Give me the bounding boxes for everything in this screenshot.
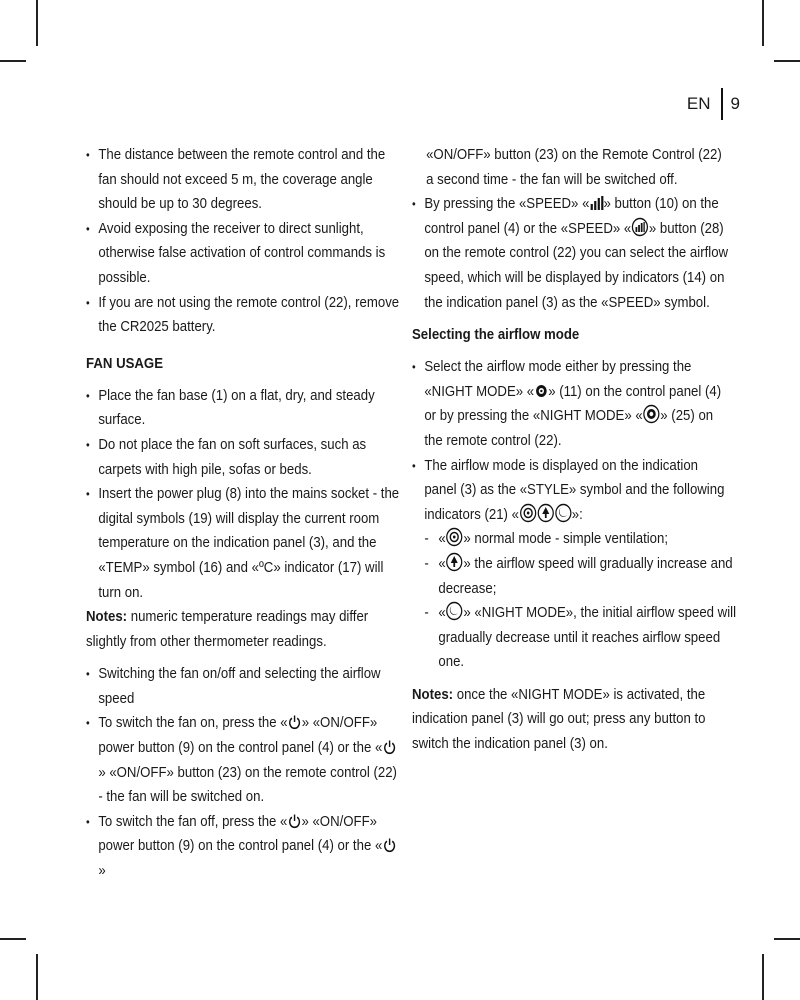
crop-mark	[36, 954, 38, 1000]
list-item: - « » «NIGHT MODE», the initial airflow speed will gradually decrease until it reaches airflow speed one.	[412, 601, 744, 675]
normal-mode-icon	[519, 503, 537, 523]
notes-text: numeric temperature readings may differ slightly from other thermometer readings.	[86, 608, 369, 650]
crop-mark	[36, 0, 38, 46]
night-mode-icon	[534, 383, 548, 399]
crop-mark	[774, 938, 800, 940]
notes-label: Notes:	[412, 685, 454, 703]
list-item: • Place the fan base (1) on a flat, dry, and steady surface.	[86, 384, 400, 433]
natural-mode-icon	[537, 503, 555, 523]
notes-paragraph	[86, 605, 388, 654]
crop-mark	[762, 0, 764, 46]
list-item: • The airflow mode is displayed on the indication panel (3) as the «STYLE» symbol and the following indicators (21) « »:	[412, 454, 730, 528]
list-item: - « » normal mode - simple ventilation;	[412, 527, 744, 552]
list-item: - « » the airflow speed will gradually increase and decrease;	[412, 552, 744, 601]
list-item: • Switching the fan on/off and selecting the airflow speed	[86, 662, 400, 711]
crop-mark	[774, 60, 800, 62]
speed-bars-icon	[631, 217, 649, 237]
section-heading-fan-usage: FAN USAGE	[86, 354, 164, 372]
left-column	[86, 143, 400, 884]
notes-text: once the «NIGHT MODE» is activated, the indication panel (3) will go out; press any button to switch the indication panel (3) on.	[412, 685, 706, 753]
list-item: • Select the airflow mode either by pressing the «NIGHT MODE» « » (11) on the control panel (4) or by pressing the «NIGHT MODE» « » (25) on the remote control (22).	[412, 355, 730, 453]
power-icon	[287, 813, 301, 829]
crop-mark	[0, 938, 26, 940]
section-heading-airflow-mode: Selecting the airflow mode	[412, 326, 580, 344]
page-header	[687, 88, 740, 120]
notes-paragraph	[412, 683, 718, 757]
list-item: • By pressing the «SPEED» « » button (10) on the control panel (4) or the «SPEED» « » button (28) on the remote control (22) you can select the airflow speed, which will be displayed by indicators (14) on the indication panel (3) as the «SPEED» symbol.	[412, 192, 730, 315]
list-item: • Insert the power plug (8) into the mains socket - the digital symbols (19) will display the current room temperature on the indication panel (3), and the «TEMP» symbol (16) and «ºC» indicator (17) will turn on.	[86, 482, 400, 605]
list-item: • Do not place the fan on soft surfaces, such as carpets with high pile, sofas or beds.	[86, 433, 400, 482]
notes-label: Notes:	[86, 608, 128, 626]
continued-paragraph: «ON/OFF» button (23) on the Remote Control (22) a second time - the fan will be switched off.	[426, 146, 722, 188]
normal-mode-icon	[446, 527, 464, 547]
power-icon	[382, 739, 396, 755]
crop-mark	[762, 954, 764, 1000]
list-item: • To switch the fan on, press the « » «ON/OFF» power button (9) on the control panel (4) or the «» «ON/OFF» button (23) on the remote control (22) - the fan will be switched on.	[86, 711, 400, 809]
sleep-mode-icon	[446, 601, 464, 621]
language-label: EN	[686, 94, 711, 113]
speed-bars-icon	[589, 195, 603, 211]
night-mode-icon	[643, 404, 661, 424]
right-column	[412, 143, 737, 757]
list-item: • Avoid exposing the receiver to direct sunlight, otherwise false activation of control commands is possible.	[86, 217, 400, 291]
list-item: • The distance between the remote control and the fan should not exceed 5 m, the coverage angle should be up to 30 degrees.	[86, 143, 400, 217]
natural-mode-icon	[446, 552, 464, 572]
power-icon	[288, 714, 302, 730]
power-icon	[382, 837, 396, 853]
header-divider	[721, 88, 723, 120]
crop-mark	[0, 60, 26, 62]
sleep-mode-icon	[554, 503, 572, 523]
list-item: • If you are not using the remote control (22), remove the CR2025 battery.	[86, 291, 400, 340]
list-item: • To switch the fan off, press the « » «ON/OFF» power button (9) on the control panel (4) or the «»	[86, 810, 400, 884]
page-number: 9	[730, 94, 740, 113]
